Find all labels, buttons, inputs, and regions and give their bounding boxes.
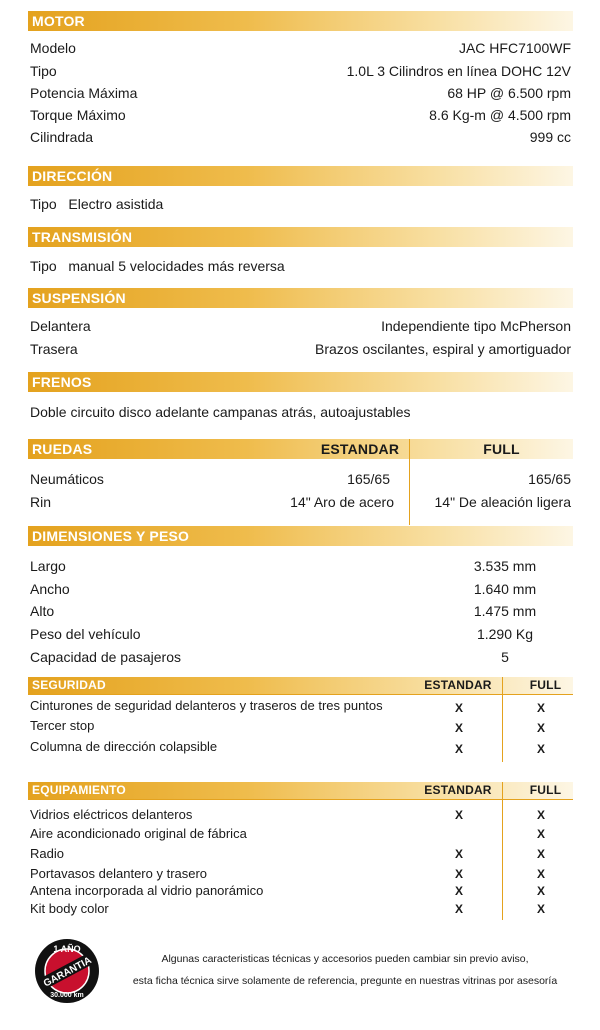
feature-row: [30, 738, 571, 756]
spec-value: 1.640 mm: [473, 581, 537, 597]
full-check: X: [536, 827, 545, 841]
spec-value: 1.475 mm: [473, 603, 537, 619]
footer-note-line-2: esta ficha técnica sirve solamente de referencia, pregunte en nuestras vitrinas por asesoría: [132, 975, 558, 987]
section-title: DIRECCIÓN: [32, 168, 113, 184]
dimension-row: [30, 624, 571, 644]
spec-value: 1.290 Kg: [476, 626, 534, 642]
spec-line: [30, 256, 571, 276]
spec-text: Tipo manual 5 velocidades más reversa: [30, 258, 285, 274]
feature-row: [30, 825, 571, 843]
section-header-dimensiones: [28, 526, 573, 546]
spec-label: Potencia Máxima: [30, 85, 138, 101]
spec-row: [30, 61, 571, 81]
standard-check: X: [454, 867, 463, 881]
wheel-row: [30, 469, 571, 489]
spec-label: Trasera: [30, 341, 78, 357]
badge-middle-text: GARANTIA: [41, 955, 94, 990]
full-value: 165/65: [528, 471, 571, 487]
standard-value: 165/65: [347, 471, 390, 487]
spec-row: [30, 339, 571, 359]
spec-label: Peso del vehículo: [30, 626, 141, 642]
section-header-seguridad: [28, 677, 573, 694]
section-header-suspension: [28, 288, 573, 308]
spec-label: Ancho: [30, 581, 70, 597]
section-header-motor: [28, 11, 573, 31]
feature-row: [30, 882, 571, 900]
spec-value: 8.6 Kg-m @ 4.500 rpm: [429, 107, 571, 123]
spec-value: 1.0L 3 Cilindros en línea DOHC 12V: [346, 63, 571, 79]
full-check: X: [536, 701, 545, 715]
dimension-row: [30, 579, 571, 599]
standard-value: 14" Aro de acero: [290, 494, 394, 510]
full-value: 14" De aleación ligera: [434, 494, 571, 510]
spec-label: Alto: [30, 603, 55, 619]
wheel-row: [30, 492, 571, 512]
full-check: X: [536, 867, 545, 881]
section-title: TRANSMISIÓN: [32, 229, 133, 245]
dimension-row: [30, 556, 571, 576]
feature-label: Vidrios eléctricos delanteros: [30, 807, 193, 822]
spec-line: [30, 402, 571, 422]
feature-row: [30, 717, 571, 735]
column-header-standard: ESTANDAR: [424, 783, 492, 797]
spec-value: Independiente tipo McPherson: [381, 318, 571, 334]
section-title: MOTOR: [32, 13, 85, 29]
spec-value: 5: [501, 649, 509, 665]
section-title: FRENOS: [32, 374, 92, 390]
spec-value: 68 HP @ 6.500 rpm: [447, 85, 571, 101]
spec-label: Tipo: [30, 63, 57, 79]
standard-check: X: [454, 701, 463, 715]
spec-label: Delantera: [30, 318, 91, 334]
section-title: DIMENSIONES Y PESO: [32, 528, 190, 544]
feature-row: [30, 845, 571, 863]
section-header-transmision: [28, 227, 573, 247]
spec-text: Tipo Electro asistida: [30, 196, 164, 212]
spec-label: Torque Máximo: [30, 107, 126, 123]
spec-row: [30, 38, 571, 58]
column-header-full: FULL: [483, 441, 520, 457]
spec-value: Brazos oscilantes, espiral y amortiguador: [314, 341, 571, 357]
section-title: SEGURIDAD: [32, 678, 106, 692]
spec-label: Capacidad de pasajeros: [30, 649, 181, 665]
header-underline: [28, 694, 573, 695]
spec-label: Modelo: [30, 40, 76, 56]
standard-check: X: [454, 742, 463, 756]
spec-row: [30, 127, 571, 147]
full-check: X: [536, 721, 545, 735]
full-check: X: [536, 742, 545, 756]
dimension-row: [30, 647, 571, 667]
section-title: EQUIPAMIENTO: [32, 783, 126, 797]
header-underline: [28, 799, 573, 800]
column-header-standard: ESTANDAR: [424, 678, 492, 692]
spec-label: Rin: [30, 494, 52, 510]
column-header-full: FULL: [529, 678, 562, 692]
feature-row: [30, 865, 571, 883]
feature-label: Radio: [30, 846, 64, 861]
badge-top-text: 1 AÑO: [53, 944, 81, 954]
full-check: X: [536, 884, 545, 898]
full-check: X: [536, 902, 545, 916]
section-header-ruedas: [28, 439, 573, 459]
section-title: RUEDAS: [32, 441, 93, 457]
spec-label: Cilindrada: [30, 129, 94, 145]
spec-line: [30, 194, 571, 214]
spec-value: 3.535 mm: [473, 558, 537, 574]
column-header-full: FULL: [529, 783, 562, 797]
spec-row: [30, 105, 571, 125]
feature-label: Cinturones de seguridad delanteros y traseros de tres puntos: [30, 698, 383, 713]
badge-bottom-text: 30.000 km: [50, 992, 84, 999]
feature-label: Antena incorporada al vidrio panorámico: [30, 883, 264, 898]
dimension-row: [30, 601, 571, 621]
spec-text: Doble circuito disco adelante campanas atrás, autoajustables: [30, 404, 411, 420]
section-header-frenos: [28, 372, 573, 392]
footer-note-line-1: Algunas caracteristicas técnicas y accesorios pueden cambiar sin previo aviso,: [161, 953, 529, 965]
standard-check: X: [454, 902, 463, 916]
standard-check: X: [454, 847, 463, 861]
spec-label: Largo: [30, 558, 66, 574]
feature-label: Kit body color: [30, 901, 109, 916]
standard-check: X: [454, 884, 463, 898]
feature-label: Aire acondicionado original de fábrica: [30, 826, 247, 841]
spec-value: 999 cc: [529, 129, 571, 145]
feature-label: Portavasos delantero y trasero: [30, 866, 208, 881]
spec-row: [30, 83, 571, 103]
feature-row: [30, 806, 571, 824]
standard-check: X: [454, 808, 463, 822]
spec-value: JAC HFC7100WF: [458, 40, 571, 56]
warranty-seal-icon: [34, 938, 100, 1004]
standard-check: X: [454, 721, 463, 735]
full-check: X: [536, 847, 545, 861]
section-header-direccion: [28, 166, 573, 186]
full-check: X: [536, 808, 545, 822]
feature-row: [30, 697, 571, 715]
feature-label: Tercer stop: [30, 718, 95, 733]
spec-row: [30, 316, 571, 336]
column-header-standard: ESTANDAR: [320, 441, 400, 457]
spec-label: Neumáticos: [30, 471, 104, 487]
feature-row: [30, 900, 571, 918]
section-header-equipamiento: [28, 782, 573, 799]
section-title: SUSPENSIÓN: [32, 290, 126, 306]
feature-label: Columna de dirección colapsible: [30, 739, 218, 754]
